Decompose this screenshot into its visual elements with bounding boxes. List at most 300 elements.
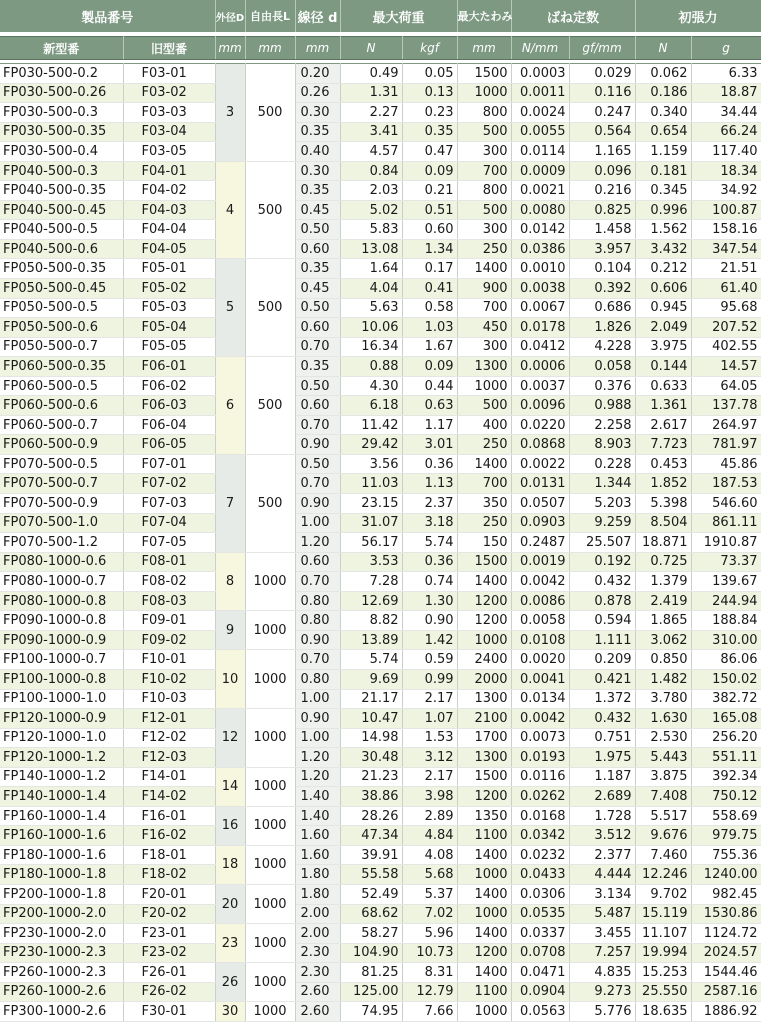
initial-tension-n: 1.361 <box>635 396 691 416</box>
new-model: FP140-1000-1.4 <box>0 787 123 807</box>
spring-constant-nmm: 0.0563 <box>511 1002 569 1022</box>
max-load-kgf: 0.90 <box>402 611 457 631</box>
spring-constant-gfmm: 1.975 <box>569 748 635 768</box>
old-model: F16-02 <box>123 826 215 846</box>
spring-constant-nmm: 0.0337 <box>511 924 569 944</box>
old-model: F06-05 <box>123 435 215 455</box>
new-model: FP230-1000-2.3 <box>0 943 123 963</box>
outer-diameter: 30 <box>215 1002 245 1022</box>
initial-tension-n: 0.144 <box>635 357 691 377</box>
max-load-kgf: 1.67 <box>402 337 457 357</box>
wire-diameter: 0.35 <box>295 122 340 142</box>
spring-constant-nmm: 0.0042 <box>511 572 569 592</box>
spring-constant-gfmm: 0.392 <box>569 279 635 299</box>
new-model: FP060-500-0.9 <box>0 435 123 455</box>
new-model: FP060-500-0.7 <box>0 415 123 435</box>
new-model: FP100-1000-1.0 <box>0 689 123 709</box>
max-load-n: 58.27 <box>340 924 402 944</box>
new-model: FP070-500-0.5 <box>0 454 123 474</box>
old-model: F03-01 <box>123 64 215 84</box>
spring-constant-gfmm: 0.029 <box>569 64 635 84</box>
header-outer-diameter: 外径D <box>215 0 245 32</box>
header-old-model: 旧型番 <box>123 37 215 60</box>
max-load-n: 39.91 <box>340 845 402 865</box>
max-load-n: 21.17 <box>340 689 402 709</box>
max-deflection: 800 <box>457 103 511 123</box>
max-load-n: 5.02 <box>340 200 402 220</box>
table-row <box>0 337 761 357</box>
wire-diameter: 0.45 <box>295 200 340 220</box>
max-load-kgf: 0.51 <box>402 200 457 220</box>
old-model: F08-03 <box>123 591 215 611</box>
max-load-n: 14.98 <box>340 728 402 748</box>
initial-tension-n: 7.723 <box>635 435 691 455</box>
free-length: 1000 <box>245 552 295 611</box>
max-load-n: 68.62 <box>340 904 402 924</box>
table-row <box>0 884 761 904</box>
max-load-n: 21.23 <box>340 767 402 787</box>
new-model: FP200-1000-1.8 <box>0 884 123 904</box>
max-load-kgf: 0.44 <box>402 376 457 396</box>
max-load-n: 31.07 <box>340 513 402 533</box>
free-length: 1000 <box>245 611 295 650</box>
wire-diameter: 1.40 <box>295 806 340 826</box>
table-header <box>0 0 761 64</box>
table-row <box>0 103 761 123</box>
new-model: FP070-500-0.7 <box>0 474 123 494</box>
table-row <box>0 826 761 846</box>
max-load-kgf: 0.74 <box>402 572 457 592</box>
table-row <box>0 220 761 240</box>
max-load-n: 10.06 <box>340 318 402 338</box>
table-row <box>0 259 761 279</box>
spring-constant-nmm: 0.0096 <box>511 396 569 416</box>
max-deflection: 1400 <box>457 259 511 279</box>
max-deflection: 250 <box>457 239 511 259</box>
spring-constant-nmm: 0.0011 <box>511 83 569 103</box>
max-load-kgf: 2.89 <box>402 806 457 826</box>
spring-constant-nmm: 0.0073 <box>511 728 569 748</box>
max-deflection: 1400 <box>457 572 511 592</box>
initial-tension-n: 18.635 <box>635 1002 691 1022</box>
initial-tension-n: 0.996 <box>635 200 691 220</box>
old-model: F06-03 <box>123 396 215 416</box>
max-deflection: 1000 <box>457 865 511 885</box>
wire-diameter: 1.20 <box>295 748 340 768</box>
max-load-kgf: 0.05 <box>402 64 457 84</box>
table-row <box>0 122 761 142</box>
initial-tension-g: 95.68 <box>691 298 761 318</box>
initial-tension-n: 3.432 <box>635 239 691 259</box>
old-model: F18-02 <box>123 865 215 885</box>
max-deflection: 250 <box>457 435 511 455</box>
old-model: F05-02 <box>123 279 215 299</box>
max-load-kgf: 0.23 <box>402 103 457 123</box>
initial-tension-g: 100.87 <box>691 200 761 220</box>
new-model: FP030-500-0.2 <box>0 64 123 84</box>
spring-constant-nmm: 0.0134 <box>511 689 569 709</box>
wire-diameter: 0.50 <box>295 298 340 318</box>
spring-constant-gfmm: 1.187 <box>569 767 635 787</box>
initial-tension-g: 45.86 <box>691 454 761 474</box>
max-load-n: 23.15 <box>340 494 402 514</box>
initial-tension-g: 66.24 <box>691 122 761 142</box>
initial-tension-n: 5.398 <box>635 494 691 514</box>
outer-diameter: 26 <box>215 963 245 1002</box>
new-model: FP090-1000-0.8 <box>0 611 123 631</box>
max-load-kgf: 0.21 <box>402 181 457 201</box>
table-row <box>0 904 761 924</box>
initial-tension-n: 0.453 <box>635 454 691 474</box>
spring-constant-nmm: 0.0904 <box>511 982 569 1002</box>
table-row <box>0 806 761 826</box>
old-model: F04-04 <box>123 220 215 240</box>
spring-constant-nmm: 0.0041 <box>511 669 569 689</box>
spring-constant-gfmm: 9.259 <box>569 513 635 533</box>
old-model: F14-02 <box>123 787 215 807</box>
table-row <box>0 924 761 944</box>
max-load-n: 104.90 <box>340 943 402 963</box>
max-deflection: 1500 <box>457 64 511 84</box>
spring-constant-nmm: 0.0055 <box>511 122 569 142</box>
initial-tension-g: 137.78 <box>691 396 761 416</box>
wire-diameter: 1.00 <box>295 513 340 533</box>
unit-od: mm <box>215 37 245 60</box>
max-load-kgf: 5.68 <box>402 865 457 885</box>
unit-length: mm <box>245 37 295 60</box>
initial-tension-g: 117.40 <box>691 142 761 162</box>
new-model: FP060-500-0.6 <box>0 396 123 416</box>
max-load-kgf: 4.84 <box>402 826 457 846</box>
max-load-kgf: 0.36 <box>402 454 457 474</box>
max-load-n: 5.63 <box>340 298 402 318</box>
old-model: F05-03 <box>123 298 215 318</box>
spring-constant-nmm: 0.0412 <box>511 337 569 357</box>
initial-tension-g: 139.67 <box>691 572 761 592</box>
max-deflection: 1100 <box>457 982 511 1002</box>
table-row <box>0 474 761 494</box>
old-model: F23-02 <box>123 943 215 963</box>
wire-diameter: 1.80 <box>295 865 340 885</box>
initial-tension-g: 861.11 <box>691 513 761 533</box>
spring-constant-gfmm: 4.835 <box>569 963 635 983</box>
max-load-n: 6.18 <box>340 396 402 416</box>
initial-tension-g: 6.33 <box>691 64 761 84</box>
free-length: 1000 <box>245 884 295 923</box>
spring-constant-nmm: 0.0080 <box>511 200 569 220</box>
spring-constant-nmm: 0.0021 <box>511 181 569 201</box>
outer-diameter: 9 <box>215 611 245 650</box>
table-row <box>0 239 761 259</box>
initial-tension-g: 264.97 <box>691 415 761 435</box>
max-load-n: 74.95 <box>340 1002 402 1022</box>
spring-constant-gfmm: 4.444 <box>569 865 635 885</box>
initial-tension-n: 0.606 <box>635 279 691 299</box>
wire-diameter: 0.45 <box>295 279 340 299</box>
max-load-kgf: 7.66 <box>402 1002 457 1022</box>
spring-constant-nmm: 0.0010 <box>511 259 569 279</box>
max-deflection: 150 <box>457 533 511 553</box>
spring-constant-gfmm: 0.058 <box>569 357 635 377</box>
new-model: FP050-500-0.7 <box>0 337 123 357</box>
new-model: FP030-500-0.35 <box>0 122 123 142</box>
new-model: FP040-500-0.6 <box>0 239 123 259</box>
max-deflection: 300 <box>457 337 511 357</box>
initial-tension-n: 12.246 <box>635 865 691 885</box>
old-model: F03-04 <box>123 122 215 142</box>
spring-constant-nmm: 0.0471 <box>511 963 569 983</box>
max-load-kgf: 0.09 <box>402 161 457 181</box>
free-length: 1000 <box>245 845 295 884</box>
table-row <box>0 611 761 631</box>
unit-deflection: mm <box>457 37 511 60</box>
header-max-deflection: 最大たわみ <box>457 0 511 32</box>
free-length: 1000 <box>245 806 295 845</box>
initial-tension-g: 150.02 <box>691 669 761 689</box>
initial-tension-g: 382.72 <box>691 689 761 709</box>
spring-constant-nmm: 0.0058 <box>511 611 569 631</box>
table-row <box>0 963 761 983</box>
max-load-n: 4.57 <box>340 142 402 162</box>
initial-tension-g: 14.57 <box>691 357 761 377</box>
spring-constant-nmm: 0.0038 <box>511 279 569 299</box>
old-model: F04-02 <box>123 181 215 201</box>
max-deflection: 1000 <box>457 630 511 650</box>
spring-constant-gfmm: 5.487 <box>569 904 635 924</box>
outer-diameter: 20 <box>215 884 245 923</box>
spring-constant-gfmm: 1.826 <box>569 318 635 338</box>
spring-constant-gfmm: 0.209 <box>569 650 635 670</box>
max-deflection: 1200 <box>457 611 511 631</box>
new-model: FP080-1000-0.8 <box>0 591 123 611</box>
max-load-kgf: 2.17 <box>402 767 457 787</box>
new-model: FP070-500-0.9 <box>0 494 123 514</box>
old-model: F06-01 <box>123 357 215 377</box>
old-model: F12-03 <box>123 748 215 768</box>
initial-tension-g: 18.87 <box>691 83 761 103</box>
wire-diameter: 0.35 <box>295 357 340 377</box>
spring-constant-nmm: 0.0433 <box>511 865 569 885</box>
free-length: 1000 <box>245 650 295 709</box>
initial-tension-g: 1910.87 <box>691 533 761 553</box>
spring-constant-gfmm: 0.878 <box>569 591 635 611</box>
max-load-kgf: 3.18 <box>402 513 457 533</box>
initial-tension-n: 2.049 <box>635 318 691 338</box>
max-load-n: 5.74 <box>340 650 402 670</box>
wire-diameter: 1.80 <box>295 884 340 904</box>
wire-diameter: 2.00 <box>295 904 340 924</box>
unit-load-kgf: kgf <box>402 37 457 60</box>
new-model: FP180-1000-1.8 <box>0 865 123 885</box>
max-load-n: 125.00 <box>340 982 402 1002</box>
spring-constant-nmm: 0.0168 <box>511 806 569 826</box>
initial-tension-g: 982.45 <box>691 884 761 904</box>
old-model: F07-01 <box>123 454 215 474</box>
spring-constant-gfmm: 0.116 <box>569 83 635 103</box>
spring-constant-gfmm: 1.344 <box>569 474 635 494</box>
initial-tension-n: 25.550 <box>635 982 691 1002</box>
header-spring-constant: ばね定数 <box>511 0 635 32</box>
initial-tension-g: 158.16 <box>691 220 761 240</box>
table-row <box>0 161 761 181</box>
old-model: F07-03 <box>123 494 215 514</box>
spring-constant-gfmm: 3.957 <box>569 239 635 259</box>
max-deflection: 800 <box>457 181 511 201</box>
max-load-kgf: 0.59 <box>402 650 457 670</box>
spring-constant-gfmm: 0.751 <box>569 728 635 748</box>
table-row <box>0 630 761 650</box>
table-row <box>0 64 761 84</box>
initial-tension-n: 1.159 <box>635 142 691 162</box>
spring-constant-gfmm: 5.776 <box>569 1002 635 1022</box>
spring-constant-gfmm: 0.564 <box>569 122 635 142</box>
table-row <box>0 142 761 162</box>
max-load-n: 13.08 <box>340 239 402 259</box>
wire-diameter: 0.70 <box>295 474 340 494</box>
header-initial-tension: 初張力 <box>635 0 761 32</box>
table-row <box>0 728 761 748</box>
table-row <box>0 83 761 103</box>
table-row <box>0 513 761 533</box>
old-model: F04-05 <box>123 239 215 259</box>
spring-constant-gfmm: 3.134 <box>569 884 635 904</box>
wire-diameter: 1.60 <box>295 826 340 846</box>
table-row <box>0 748 761 768</box>
initial-tension-n: 2.617 <box>635 415 691 435</box>
max-load-n: 3.56 <box>340 454 402 474</box>
max-load-n: 0.49 <box>340 64 402 84</box>
wire-diameter: 0.40 <box>295 142 340 162</box>
initial-tension-n: 1.379 <box>635 572 691 592</box>
new-model: FP060-500-0.5 <box>0 376 123 396</box>
max-deflection: 500 <box>457 122 511 142</box>
spring-constant-nmm: 0.0903 <box>511 513 569 533</box>
new-model: FP230-1000-2.0 <box>0 924 123 944</box>
free-length: 500 <box>245 259 295 357</box>
spring-constant-nmm: 0.0020 <box>511 650 569 670</box>
max-load-n: 56.17 <box>340 533 402 553</box>
table-row <box>0 591 761 611</box>
free-length: 500 <box>245 454 295 552</box>
initial-tension-g: 1544.46 <box>691 963 761 983</box>
max-load-kgf: 3.01 <box>402 435 457 455</box>
initial-tension-n: 1.562 <box>635 220 691 240</box>
max-load-n: 38.86 <box>340 787 402 807</box>
new-model: FP040-500-0.45 <box>0 200 123 220</box>
outer-diameter: 16 <box>215 806 245 845</box>
spring-constant-gfmm: 9.273 <box>569 982 635 1002</box>
initial-tension-g: 755.36 <box>691 845 761 865</box>
spring-constant-gfmm: 3.512 <box>569 826 635 846</box>
initial-tension-g: 1240.00 <box>691 865 761 885</box>
header-group-row <box>0 0 761 32</box>
spring-constant-gfmm: 0.216 <box>569 181 635 201</box>
max-load-kgf: 12.79 <box>402 982 457 1002</box>
wire-diameter: 0.30 <box>295 103 340 123</box>
max-load-kgf: 10.73 <box>402 943 457 963</box>
old-model: F16-01 <box>123 806 215 826</box>
initial-tension-g: 392.34 <box>691 767 761 787</box>
max-load-n: 29.42 <box>340 435 402 455</box>
wire-diameter: 0.70 <box>295 415 340 435</box>
old-model: F30-01 <box>123 1002 215 1022</box>
max-load-n: 8.82 <box>340 611 402 631</box>
initial-tension-n: 15.119 <box>635 904 691 924</box>
initial-tension-g: 34.92 <box>691 181 761 201</box>
new-model: FP120-1000-1.0 <box>0 728 123 748</box>
initial-tension-n: 0.340 <box>635 103 691 123</box>
old-model: F10-02 <box>123 669 215 689</box>
old-model: F06-02 <box>123 376 215 396</box>
spring-constant-gfmm: 0.247 <box>569 103 635 123</box>
max-load-n: 30.48 <box>340 748 402 768</box>
initial-tension-n: 9.676 <box>635 826 691 846</box>
old-model: F20-02 <box>123 904 215 924</box>
spring-constant-gfmm: 0.192 <box>569 552 635 572</box>
free-length: 1000 <box>245 767 295 806</box>
max-deflection: 1400 <box>457 884 511 904</box>
unit-load-n: N <box>340 37 402 60</box>
header-wire-diameter: 線径 d <box>295 0 340 32</box>
spring-constant-nmm: 0.0193 <box>511 748 569 768</box>
table-row <box>0 552 761 572</box>
spring-constant-nmm: 0.0067 <box>511 298 569 318</box>
initial-tension-g: 2587.16 <box>691 982 761 1002</box>
table-row <box>0 845 761 865</box>
old-model: F07-05 <box>123 533 215 553</box>
spring-constant-gfmm: 0.432 <box>569 709 635 729</box>
max-load-kgf: 4.08 <box>402 845 457 865</box>
new-model: FP180-1000-1.6 <box>0 845 123 865</box>
spring-constant-gfmm: 25.507 <box>569 533 635 553</box>
max-load-n: 1.64 <box>340 259 402 279</box>
max-deflection: 900 <box>457 279 511 299</box>
initial-tension-g: 188.84 <box>691 611 761 631</box>
max-load-n: 81.25 <box>340 963 402 983</box>
max-load-kgf: 0.47 <box>402 142 457 162</box>
table-row <box>0 200 761 220</box>
spring-constant-gfmm: 0.594 <box>569 611 635 631</box>
table-row <box>0 669 761 689</box>
max-deflection: 1500 <box>457 552 511 572</box>
table-row <box>0 982 761 1002</box>
old-model: F23-01 <box>123 924 215 944</box>
initial-tension-n: 1.630 <box>635 709 691 729</box>
spring-constant-gfmm: 2.689 <box>569 787 635 807</box>
max-deflection: 1000 <box>457 376 511 396</box>
max-load-kgf: 1.30 <box>402 591 457 611</box>
initial-tension-g: 207.52 <box>691 318 761 338</box>
free-length: 500 <box>245 357 295 455</box>
initial-tension-n: 0.633 <box>635 376 691 396</box>
max-load-kgf: 1.17 <box>402 415 457 435</box>
max-deflection: 1400 <box>457 454 511 474</box>
initial-tension-n: 3.875 <box>635 767 691 787</box>
max-load-kgf: 0.58 <box>402 298 457 318</box>
initial-tension-n: 1.482 <box>635 669 691 689</box>
max-load-kgf: 0.13 <box>402 83 457 103</box>
new-model: FP070-500-1.0 <box>0 513 123 533</box>
new-model: FP050-500-0.6 <box>0 318 123 338</box>
new-model: FP040-500-0.35 <box>0 181 123 201</box>
initial-tension-n: 0.850 <box>635 650 691 670</box>
old-model: F09-01 <box>123 611 215 631</box>
initial-tension-n: 8.504 <box>635 513 691 533</box>
wire-diameter: 0.90 <box>295 709 340 729</box>
wire-diameter: 0.70 <box>295 337 340 357</box>
new-model: FP090-1000-0.9 <box>0 630 123 650</box>
wire-diameter: 0.35 <box>295 259 340 279</box>
